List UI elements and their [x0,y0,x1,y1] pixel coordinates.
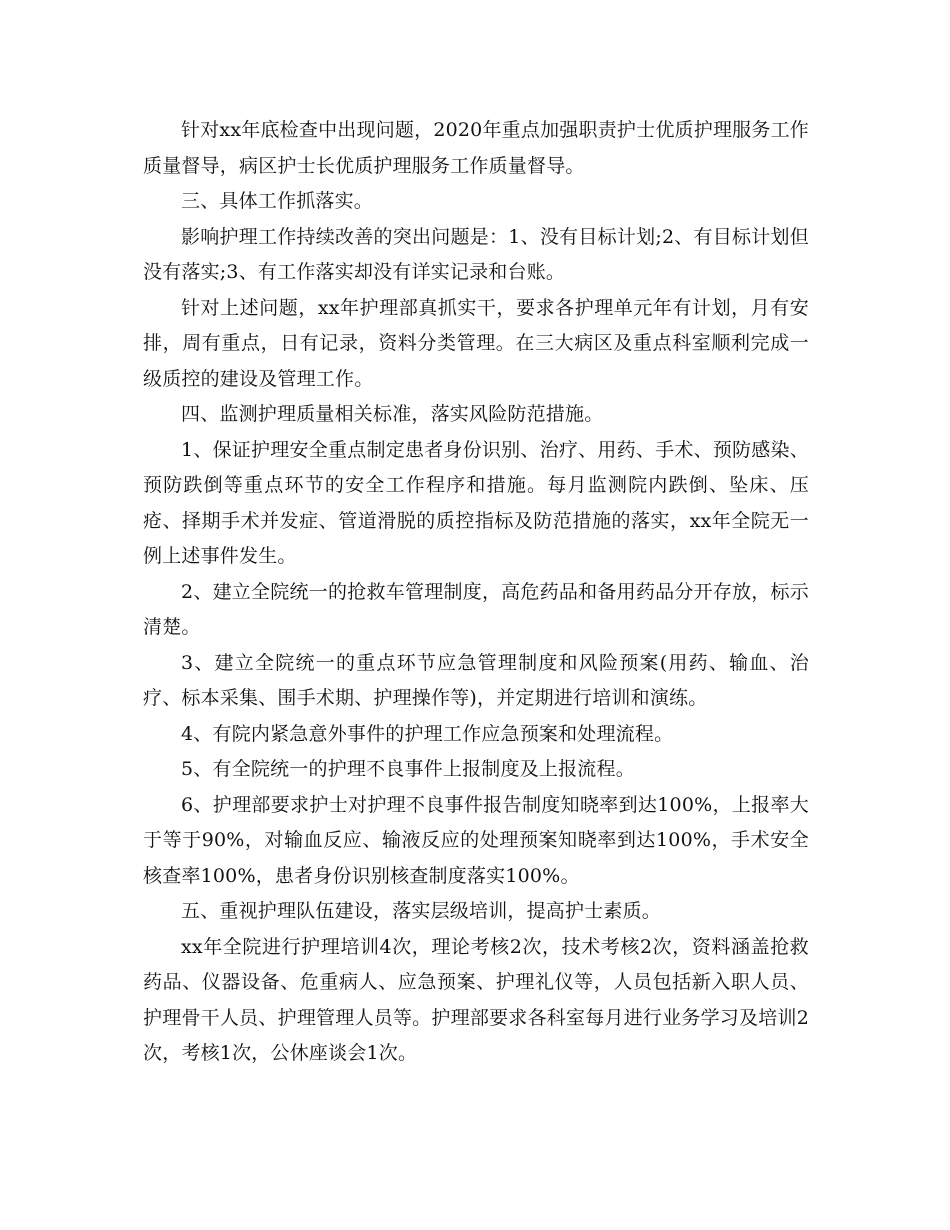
list-item-3: 3、建立全院统一的重点环节应急管理制度和风险预案(用药、输血、治疗、标本采集、围手术期、护理操作等)，并定期进行培训和演练。 [143,651,809,709]
paragraph-training: xx年全院进行护理培训4次，理论考核2次，技术考核2次，资料涵盖抢救药品、仪器设备、危重病人、应急预案、护理礼仪等，人员包括新入职人员、护理骨干人员、护理管理人员等。护理部要求各科室每月进行业务学习及培训2次，考核1次，公休座谈会1次。 [143,935,809,1064]
heading-section-3: 三、具体工作抓落实。 [181,190,374,212]
list-item-4: 4、有院内紧急意外事件的护理工作应急预案和处理流程。 [181,722,674,745]
list-item-5: 5、有全院统一的护理不良事件上报制度及上报流程。 [181,758,635,780]
document-body [143,113,809,1072]
heading-section-4: 四、监测护理质量相关标准，落实风险防范措施。 [181,403,604,425]
list-item-1: 1、保证护理安全重点制定患者身份识别、治疗、用药、手术、预防感染、预防跌倒等重点环节的安全工作程序和措施。每月监测院内跌倒、坠床、压疮、择期手术并发症、管道滑脱的质控指标及防范措施的落实，xx年全院无一例上述事件发生。 [143,438,809,567]
paragraph-measures: 针对上述问题，xx年护理部真抓实干，要求各护理单元年有计划，月有安排，周有重点，日有记录，资料分类管理。在三大病区及重点科室顺利完成一级质控的建设及管理工作。 [143,296,809,390]
heading-section-5: 五、重视护理队伍建设，落实层级培训，提高护士素质。 [181,900,662,922]
paragraph-problems: 影响护理工作持续改善的突出问题是：1、没有目标计划;2、有目标计划但没有落实;3、有工作落实却没有详实记录和台账。 [143,225,809,283]
list-item-2: 2、建立全院统一的抢救车管理制度，高危药品和备用药品分开存放，标示清楚。 [143,580,809,638]
list-item-6: 6、护理部要求护士对护理不良事件报告制度知晓率到达100%，上报率大于等于90%，对输血反应、输液反应的处理预案知晓率到达100%，手术安全核查率100%，患者身份识别核查制度落实100%。 [143,793,809,887]
paragraph-quality-supervision: 针对xx年底检查中出现问题，2020年重点加强职责护士优质护理服务工作质量督导，病区护士长优质护理服务工作质量督导。 [143,119,809,177]
